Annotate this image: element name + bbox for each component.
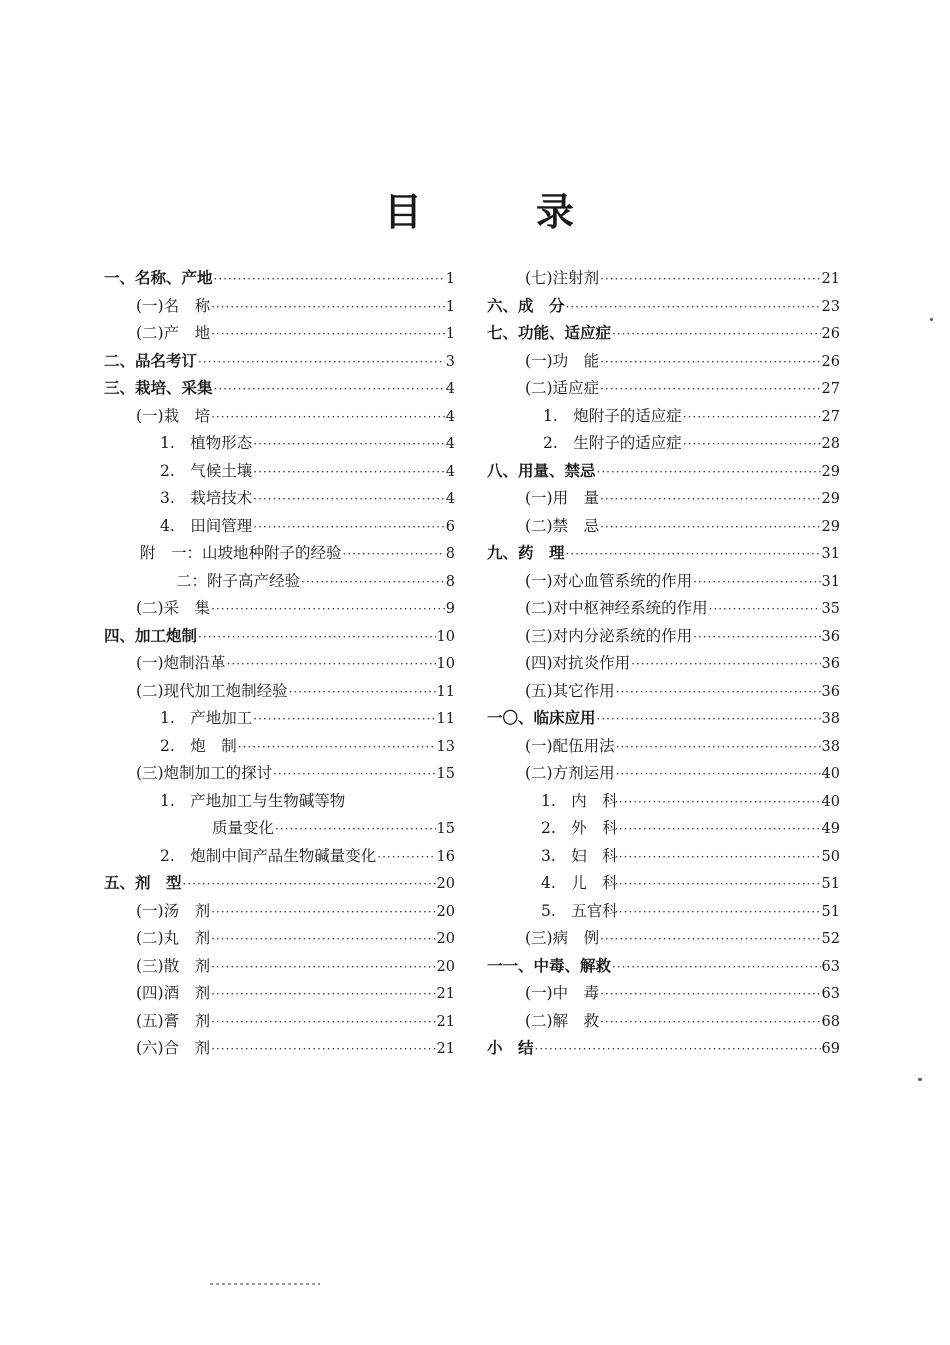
- toc-entry-page: 4: [445, 408, 455, 425]
- toc-entry: [487, 981, 840, 1009]
- dot-leader: [253, 465, 444, 479]
- dot-leader: [597, 465, 821, 479]
- dot-leader: [616, 767, 821, 781]
- toc-entry-page: 8: [445, 573, 455, 590]
- toc-entry-label: (一)功 能: [525, 351, 600, 370]
- toc-entry-label: (一)栽 培: [136, 406, 211, 425]
- toc-entry-label: 4. 儿 科: [541, 874, 618, 892]
- toc-entry-page: 20: [436, 931, 455, 947]
- toc-entry-label: (二)禁 忌: [525, 516, 600, 535]
- toc-entry-label: (一)对心血管系统的作用: [525, 571, 693, 590]
- toc-entry-label: 3. 妇 科: [541, 846, 618, 865]
- toc-entry: [487, 679, 840, 707]
- dot-leader: [619, 795, 821, 809]
- toc-entry: [104, 569, 455, 597]
- toc-entry-page: 68: [821, 1013, 840, 1030]
- toc-entry-label: 1. 产地加工与生物碱等物: [160, 791, 346, 810]
- title-char-1: 目: [384, 189, 423, 234]
- toc-entry-page: 23: [821, 298, 840, 315]
- dot-leader: [238, 740, 436, 754]
- dot-leader: [198, 355, 445, 369]
- toc-entry: [487, 789, 840, 817]
- toc-entry: [487, 266, 840, 294]
- toc-entry-page: 3: [445, 353, 455, 370]
- toc-entry-label: 一一、中毒、解救: [487, 956, 612, 975]
- title-char-2: 录: [535, 189, 574, 234]
- toc-entry: [487, 761, 840, 789]
- toc-entry: [487, 954, 840, 982]
- toc-entry-page: 49: [821, 821, 840, 837]
- dot-leader: [600, 987, 820, 1001]
- toc-entry-page: 69: [821, 1041, 840, 1057]
- toc-entry: [487, 926, 840, 954]
- toc-entry-page: 16: [436, 848, 455, 865]
- toc-entry: [104, 899, 455, 927]
- dot-leader: [273, 767, 435, 781]
- dot-leader: [693, 575, 820, 589]
- dot-leader: [211, 1015, 435, 1029]
- toc-entry-page: 29: [821, 463, 840, 480]
- dot-leader: [709, 602, 821, 616]
- toc-entry-page: 6: [445, 518, 455, 535]
- toc-entry-label: 1. 内 科: [541, 791, 618, 810]
- page-title: [384, 184, 574, 232]
- toc-entry-label: (二)方剂运用: [525, 764, 615, 782]
- toc-entry: [104, 761, 455, 789]
- toc-entry-label: (二)解 救: [525, 1011, 600, 1030]
- toc-entry-page: 40: [821, 766, 840, 782]
- dot-leader: [535, 1042, 821, 1056]
- toc-entry: [104, 514, 455, 542]
- toc-entry-page: 4: [445, 491, 455, 507]
- toc-entry-label: (一)名 称: [136, 296, 211, 315]
- toc-right-column: [487, 266, 840, 1064]
- toc-entry-page: 10: [436, 628, 455, 645]
- toc-entry-label: (四)对抗炎作用: [525, 654, 631, 672]
- toc-entry-page: 26: [821, 353, 840, 370]
- toc-entry-page: 51: [821, 876, 840, 892]
- dot-leader: [211, 327, 445, 341]
- toc-entry: [487, 651, 840, 679]
- toc-entry-page: 29: [821, 491, 840, 507]
- toc-entry: [104, 266, 455, 294]
- toc-entry-page: 36: [821, 683, 840, 700]
- toc-entry: [487, 734, 840, 762]
- toc-entry-page: 27: [821, 381, 840, 397]
- dot-leader: [211, 987, 435, 1001]
- toc-entry-label: (四)酒 剂: [136, 984, 211, 1002]
- dot-leader: [566, 300, 821, 314]
- toc-entry-label: 2. 炮 制: [160, 736, 237, 755]
- dot-leader: [619, 822, 821, 836]
- toc-entry-label: (二)采 集: [136, 599, 211, 617]
- toc-entry-label: (二)适应症: [525, 379, 600, 397]
- toc-entry-label: (一)中 毒: [525, 984, 600, 1002]
- toc-entry-page: 31: [821, 546, 840, 562]
- toc-entry: [104, 624, 455, 652]
- toc-entry-label: 小 结: [487, 1039, 534, 1057]
- toc-entry-label: (三)对内分泌系统的作用: [525, 626, 693, 645]
- toc-entry-label: 一〇、临床应用: [487, 709, 596, 727]
- toc-entry: [104, 376, 455, 404]
- toc-entry-label: 二：附子高产经验: [176, 571, 301, 590]
- toc-entry-page: 28: [821, 436, 840, 452]
- toc-entry-page: 26: [821, 326, 840, 342]
- toc-entry-page: 63: [821, 986, 840, 1002]
- toc-entry-label: (五)膏 剂: [136, 1011, 211, 1030]
- toc-entry-page: 20: [436, 903, 455, 920]
- toc-entry-page: 36: [821, 656, 840, 672]
- toc-entry-page: 36: [821, 628, 840, 645]
- dot-leader: [566, 547, 821, 561]
- toc-entry-page: 1: [445, 326, 455, 342]
- dot-leader: [600, 492, 820, 506]
- toc-entry-page: 1: [445, 298, 455, 315]
- dot-leader: [289, 685, 436, 699]
- toc-entry-label: (七)注射剂: [525, 269, 600, 287]
- toc-entry-page: 21: [436, 1041, 455, 1057]
- toc-entry-page: 52: [821, 931, 840, 947]
- toc-entry: [104, 1036, 455, 1064]
- dot-leader: [631, 657, 820, 671]
- toc-entry-label: 九、药 理: [487, 544, 565, 562]
- toc-entry: [487, 459, 840, 487]
- dot-leader: [198, 630, 436, 644]
- toc-entry-page: 11: [436, 711, 455, 727]
- dot-leader: [600, 520, 820, 534]
- toc-entry-label: (一)配伍用法: [525, 736, 615, 755]
- toc-entry: [104, 706, 455, 734]
- dot-leader: [600, 355, 820, 369]
- toc-entry-label: 二、品名考订: [104, 351, 198, 370]
- toc-entry-label: 1. 产地加工: [160, 709, 253, 727]
- toc-entry-label: 3. 栽培技术: [160, 489, 253, 507]
- dot-leader: [683, 410, 821, 424]
- toc-entry-page: 38: [821, 738, 840, 755]
- toc-entry-label: 5. 五官科: [541, 901, 618, 920]
- toc-entry-page: 27: [821, 408, 840, 425]
- toc-entry: [104, 954, 455, 982]
- toc-entry-page: 50: [821, 848, 840, 865]
- dot-leader: [211, 410, 445, 424]
- dot-leader: [211, 960, 435, 974]
- toc-entry-page: 21: [436, 986, 455, 1002]
- dot-leader: [377, 850, 435, 864]
- dot-leader: [275, 822, 436, 836]
- toc-entry: [104, 734, 455, 762]
- toc-entry: [487, 624, 840, 652]
- dot-leader: [619, 905, 821, 919]
- toc-entry-page: 10: [436, 656, 455, 672]
- toc-entry: [487, 706, 840, 734]
- toc-entry-page: 20: [436, 958, 455, 975]
- toc-entry-label: 六、成 分: [487, 296, 565, 315]
- toc-entry-page: 40: [821, 793, 840, 810]
- toc-entry: [104, 404, 455, 432]
- toc-entry: [104, 321, 455, 349]
- dot-leader: [214, 272, 445, 286]
- dot-leader: [619, 850, 821, 864]
- toc-entry-page: 9: [445, 601, 455, 617]
- toc-entry-page: 38: [821, 711, 840, 727]
- toc-entry: [104, 596, 455, 624]
- toc-entry-label: (一)用 量: [525, 489, 600, 507]
- toc-left-column: [104, 266, 455, 1064]
- toc-entry-label: (二)丸 剂: [136, 929, 211, 947]
- toc-entry-label: (一)汤 剂: [136, 901, 211, 920]
- toc-entry: [487, 486, 840, 514]
- scan-speck: [930, 318, 933, 321]
- toc-entry: [487, 596, 840, 624]
- toc-entry: [104, 486, 455, 514]
- toc-entry: [104, 294, 455, 322]
- toc-entry-page: 8: [445, 546, 455, 562]
- dot-leader: [211, 905, 435, 919]
- toc-entry: [104, 981, 455, 1009]
- toc-entry-label: 五、剂 型: [104, 874, 182, 892]
- dot-leader: [600, 932, 820, 946]
- toc-entry-label: (三)散 剂: [136, 956, 211, 975]
- dot-leader: [227, 657, 436, 671]
- toc-entry: [104, 651, 455, 679]
- toc-entry: [487, 816, 840, 844]
- dot-leader: [612, 960, 821, 974]
- dot-leader: [211, 1042, 435, 1056]
- toc-entry-page: 1: [445, 271, 455, 287]
- toc-entry-label: (三)炮制加工的探讨: [136, 764, 273, 782]
- toc-entry-label: 质量变化: [212, 819, 275, 837]
- dot-leader: [183, 877, 436, 891]
- toc-entry-label: 三、栽培、采集: [104, 379, 213, 397]
- toc-entry-label: 四、加工炮制: [104, 626, 198, 645]
- toc-entry-page: 29: [821, 518, 840, 535]
- toc-entry-label: 1. 炮附子的适应症: [543, 406, 682, 425]
- toc-entry: [104, 871, 455, 899]
- toc-entry: [487, 404, 840, 432]
- toc-entry-page: 51: [821, 903, 840, 920]
- toc-entry: [487, 1009, 840, 1037]
- toc-entry-label: 4. 田间管理: [160, 516, 253, 535]
- toc-entry: [104, 926, 455, 954]
- toc-entry: [487, 514, 840, 542]
- dot-leader: [600, 382, 820, 396]
- toc-entry: [104, 789, 455, 817]
- dot-leader: [343, 547, 445, 561]
- toc-entry-page: 4: [445, 463, 455, 480]
- toc-entry-label: (二)产 地: [136, 324, 211, 342]
- scan-artifact: [210, 1283, 320, 1285]
- toc-entry-page: 4: [445, 381, 455, 397]
- toc-entry-label: (三)病 例: [525, 929, 600, 947]
- toc-entry: [104, 816, 455, 844]
- toc-entry-label: 2. 生附子的适应症: [543, 434, 682, 452]
- toc-entry-label: 2. 外 科: [541, 819, 618, 837]
- toc-entry-page: 15: [436, 766, 455, 782]
- toc-entry: [487, 569, 840, 597]
- toc-entry-page: 20: [436, 876, 455, 892]
- toc-entry-label: 1. 植物形态: [160, 434, 253, 452]
- dot-leader: [214, 382, 445, 396]
- toc-entry-page: 11: [436, 683, 455, 700]
- dot-leader: [693, 630, 820, 644]
- dot-leader: [600, 1015, 820, 1029]
- dot-leader: [619, 877, 821, 891]
- dot-leader: [616, 740, 821, 754]
- scan-speck: [918, 1078, 922, 1081]
- toc-entry-label: (二)现代加工炮制经验: [136, 681, 288, 700]
- dot-leader: [253, 520, 444, 534]
- toc-entry-label: (一)炮制沿革: [136, 654, 226, 672]
- toc-entry: [104, 844, 455, 872]
- toc-entry-label: (五)其它作用: [525, 681, 615, 700]
- dot-leader: [211, 300, 445, 314]
- toc-entry: [104, 431, 455, 459]
- dot-leader: [211, 602, 445, 616]
- toc-entry: [487, 349, 840, 377]
- dot-leader: [211, 932, 435, 946]
- toc-entry-label: 2. 炮制中间产品生物碱量变化: [160, 846, 377, 865]
- toc-entry-label: (二)对中枢神经系统的作用: [525, 599, 708, 617]
- toc-entry-page: 21: [436, 1013, 455, 1030]
- toc-entry: [487, 871, 840, 899]
- toc-entry-page: 63: [821, 958, 840, 975]
- toc-entry: [104, 541, 455, 569]
- dot-leader: [301, 575, 445, 589]
- dot-leader: [253, 492, 444, 506]
- toc-entry-label: 附 一：山坡地种附子的经验: [140, 544, 342, 562]
- toc-entry: [487, 844, 840, 872]
- toc-entry-page: 21: [821, 271, 840, 287]
- dot-leader: [612, 327, 821, 341]
- dot-leader: [683, 437, 821, 451]
- toc-entry: [104, 1009, 455, 1037]
- toc-entry-page: 13: [436, 738, 455, 755]
- toc-entry: [104, 679, 455, 707]
- toc-entry-page: 35: [821, 601, 840, 617]
- dot-leader: [600, 272, 820, 286]
- toc-entry-label: (六)合 剂: [136, 1039, 211, 1057]
- toc-entry: [487, 541, 840, 569]
- toc-entry: [487, 294, 840, 322]
- toc-entry: [487, 431, 840, 459]
- toc-entry: [487, 321, 840, 349]
- toc-entry-page: 4: [445, 436, 455, 452]
- toc-entry: [487, 899, 840, 927]
- dot-leader: [253, 712, 435, 726]
- toc-entry: [104, 349, 455, 377]
- toc-entry-label: 一、名称、产地: [104, 269, 213, 287]
- dot-leader: [253, 437, 444, 451]
- toc-entry-label: 2. 气候土壤: [160, 461, 253, 480]
- toc-entry-label: 七、功能、适应症: [487, 324, 612, 342]
- toc-entry: [487, 376, 840, 404]
- dot-leader: [597, 712, 821, 726]
- toc-entry-label: 八、用量、禁忌: [487, 461, 596, 480]
- toc-entry-page: 31: [821, 573, 840, 590]
- toc-entry: [487, 1036, 840, 1064]
- dot-leader: [616, 685, 821, 699]
- toc-entry: [104, 459, 455, 487]
- toc-entry-page: 15: [436, 821, 455, 837]
